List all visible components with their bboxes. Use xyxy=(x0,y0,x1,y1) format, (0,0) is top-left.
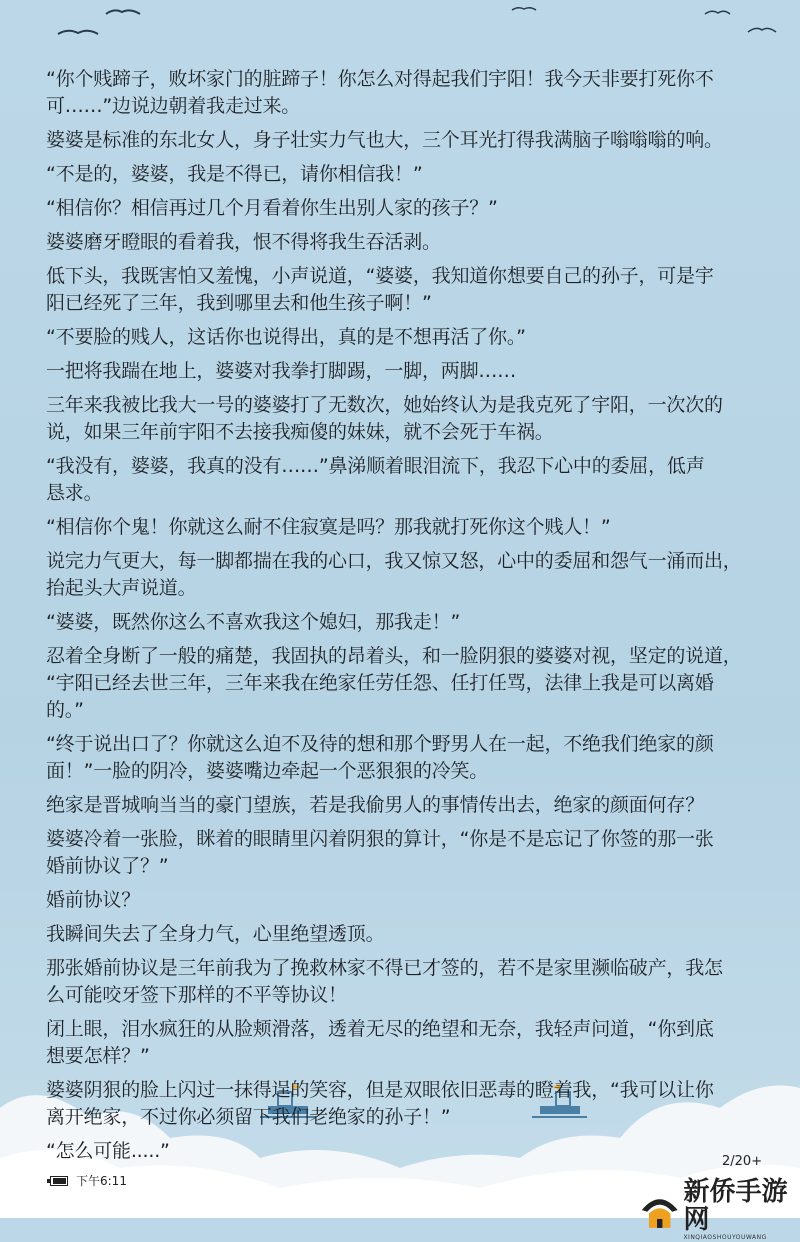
text-line: 婆婆阴狠的脸上闪过一抹得逞的笑容，但是双眼依旧恶毒的瞪着我，“我可以让你 xyxy=(46,1079,714,1101)
status-bar xyxy=(50,1174,127,1188)
text-line: 抬起头大声说道。 xyxy=(46,577,197,599)
paragraph xyxy=(46,195,776,222)
paragraph xyxy=(46,229,776,256)
text-line: 忍着全身断了一般的痛楚，我固执的昂着头，和一脸阴狠的婆婆对视，坚定的说道， xyxy=(46,645,742,667)
paragraph xyxy=(46,1077,776,1131)
paragraph xyxy=(46,887,776,914)
house-logo-icon xyxy=(640,1190,679,1230)
paragraph xyxy=(46,921,776,948)
text-line: 可……”边说边朝着我走过来。 xyxy=(46,95,301,117)
paragraph xyxy=(46,358,776,385)
paragraph xyxy=(46,1138,776,1165)
paragraph xyxy=(46,263,776,317)
text-line: 婆婆磨牙瞪眼的看着我，恨不得将我生吞活剥。 xyxy=(46,231,441,253)
reader-text xyxy=(46,66,776,1172)
watermark-pinyin: XINQIAOSHOUYOUWANG xyxy=(683,1234,767,1241)
text-line: 绝家是晋城响当当的豪门望族，若是我偷男人的事情传出去，绝家的颜面何存？ xyxy=(46,794,705,816)
text-line: 说完力气更大，每一脚都揣在我的心口，我又惊又怒，心中的委屈和怨气一涌而出， xyxy=(46,550,742,572)
paragraph xyxy=(46,514,776,541)
birds-decoration xyxy=(0,0,800,50)
paragraph xyxy=(46,127,776,154)
text-line: 面！”一脸的阴冷，婆婆嘴边牵起一个恶狠狠的冷笑。 xyxy=(46,760,489,782)
paragraph xyxy=(46,792,776,819)
text-line: 说，如果三年前宇阳不去接我痴傻的妹妹，就不会死于车祸。 xyxy=(46,421,554,443)
text-line: “婆婆，既然你这么不喜欢我这个媳妇，那我走！” xyxy=(46,611,461,633)
watermark-logo xyxy=(640,1178,800,1242)
battery-icon xyxy=(50,1176,68,1186)
text-line: 的。” xyxy=(46,699,84,721)
text-line: 婆婆冷着一张脸，眯着的眼睛里闪着阴狠的算计，“你是不是忘记了你签的那一张 xyxy=(46,828,714,850)
status-time: 下午6:11 xyxy=(76,1174,127,1188)
paragraph xyxy=(46,609,776,636)
text-line: 离开绝家，不过你必须留下我们老绝家的孙子！” xyxy=(46,1106,451,1128)
text-line: 想要怎样？” xyxy=(46,1045,150,1067)
text-line: “不是的，婆婆，我是不得已，请你相信我！” xyxy=(46,163,423,185)
paragraph xyxy=(46,453,776,507)
text-line: 婆婆是标准的东北女人，身子壮实力气也大，三个耳光打得我满脑子嗡嗡嗡的响。 xyxy=(46,129,723,151)
paragraph xyxy=(46,392,776,446)
text-line: “宇阳已经去世三年，三年来我在绝家任劳任怨、任打任骂，法律上我是可以离婚 xyxy=(46,672,714,694)
text-line: “怎么可能.....” xyxy=(46,1140,170,1162)
text-line: “我没有，婆婆，我真的没有……”鼻涕顺着眼泪流下，我忍下心中的委屈，低声 xyxy=(46,455,705,477)
paragraph xyxy=(46,955,776,1009)
text-line: 一把将我踹在地上，婆婆对我拳打脚踢，一脚，两脚…… xyxy=(46,360,517,382)
text-line: 恳求。 xyxy=(46,482,103,504)
paragraph xyxy=(46,324,776,351)
text-line: “不要脸的贱人，这话你也说得出，真的是不想再活了你。” xyxy=(46,326,526,348)
text-line: 么可能咬牙签下那样的不平等协议！ xyxy=(46,984,347,1006)
text-line: 婚前协议？ xyxy=(46,889,141,911)
text-line: “相信你？相信再过几个月看着你生出别人家的孩子？” xyxy=(46,197,498,219)
text-line: “相信你个鬼！你就这么耐不住寂寞是吗？那我就打死你这个贱人！” xyxy=(46,516,611,538)
text-line: “你个贱蹄子，败坏家门的脏蹄子！你怎么对得起我们宇阳！我今天非要打死你不 xyxy=(46,68,714,90)
text-line: 婚前协议了？” xyxy=(46,855,169,877)
paragraph xyxy=(46,66,776,120)
paragraph xyxy=(46,548,776,602)
text-line: 三年来我被比我大一号的婆婆打了无数次，她始终认为是我克死了宇阳，一次次的 xyxy=(46,394,723,416)
text-line: 阳已经死了三年，我到哪里去和他生孩子啊！” xyxy=(46,292,432,314)
paragraph xyxy=(46,731,776,785)
paragraph xyxy=(46,643,776,724)
paragraph xyxy=(46,1016,776,1070)
paragraph xyxy=(46,826,776,880)
text-line: 我瞬间失去了全身力气，心里绝望透顶。 xyxy=(46,923,385,945)
text-line: 闭上眼，泪水疯狂的从脸颊滑落，透着无尽的绝望和无奈，我轻声问道，“你到底 xyxy=(46,1018,714,1040)
watermark-name: 新侨手游网 xyxy=(683,1177,788,1235)
paragraph xyxy=(46,161,776,188)
page-indicator: 2/20+ xyxy=(722,1154,763,1169)
text-line: 那张婚前协议是三年前我为了挽救林家不得已才签的，若不是家里濒临破产，我怎 xyxy=(46,957,723,979)
text-line: “终于说出口了？你就这么迫不及待的想和那个野男人在一起，不绝我们绝家的颜 xyxy=(46,733,714,755)
text-line: 低下头，我既害怕又羞愧，小声说道，“婆婆，我知道你想要自己的孙子，可是宇 xyxy=(46,265,714,287)
